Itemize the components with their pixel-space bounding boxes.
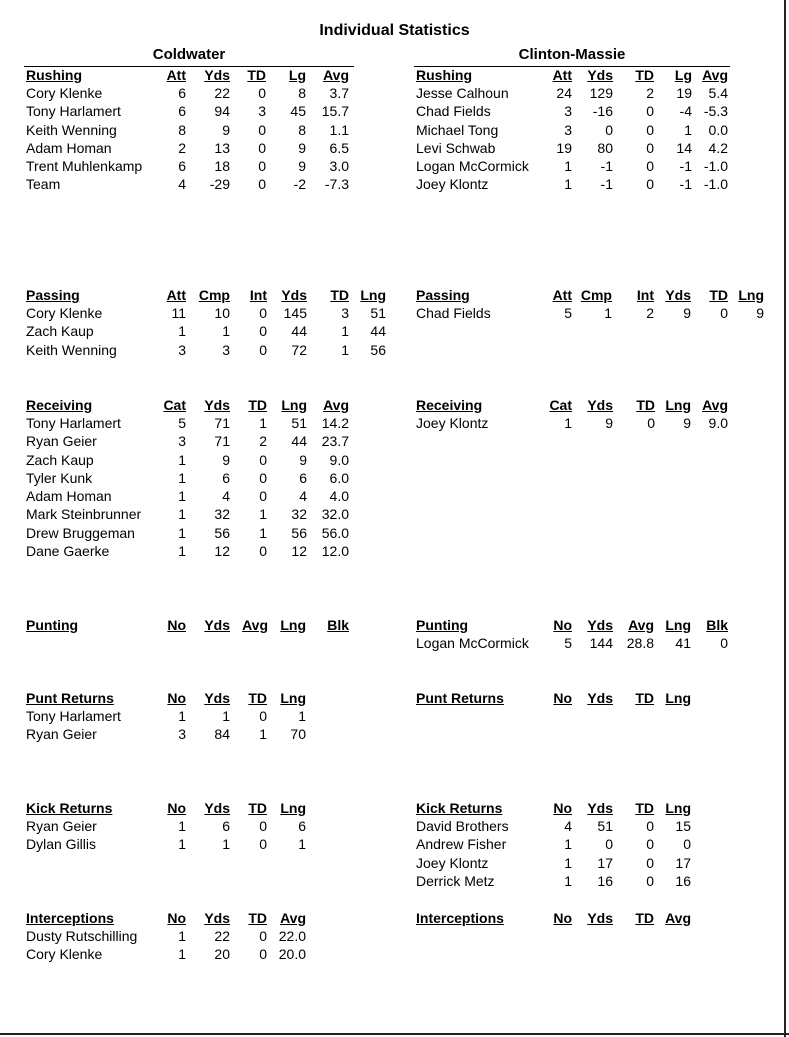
stat-value: 1 (178, 836, 186, 853)
stat-value: 8 (298, 85, 306, 101)
stat-value: 6 (178, 85, 186, 101)
stat-value: 9 (222, 451, 230, 468)
column-header: Yds (204, 800, 230, 816)
stat-value: 19 (556, 139, 572, 156)
column-header: Lng (665, 397, 691, 413)
column-header: Cat (549, 397, 572, 413)
section-title: Punt Returns (26, 690, 114, 706)
player-name: Tyler Kunk (26, 469, 93, 486)
stat-value: 6.0 (329, 469, 349, 486)
stat-value: 17 (597, 854, 613, 871)
stat-value: 1 (178, 488, 186, 505)
column-header: Avg (628, 617, 654, 633)
column-header: Int (249, 287, 267, 303)
stat-value: 3 (222, 341, 230, 358)
team-name-right: Clinton-Massie (518, 46, 626, 63)
player-name: Joey Klontz (416, 176, 489, 193)
section-title: Receiving (26, 397, 93, 413)
column-header: Yds (587, 397, 613, 413)
player-name: Drew Bruggeman (26, 524, 135, 541)
stat-value: 1 (222, 708, 230, 724)
stat-value: 0 (646, 121, 654, 138)
stat-value: 11 (171, 305, 186, 321)
stat-value: 4.2 (708, 139, 728, 156)
stat-value: 23.7 (321, 433, 349, 450)
page-title: Individual Statistics (319, 22, 470, 39)
column-header: TD (248, 690, 267, 706)
stat-value: 0 (259, 543, 267, 560)
stat-value: 9 (222, 121, 230, 138)
player-name: Logan McCormick (416, 158, 529, 175)
stat-value: 1 (341, 341, 349, 358)
stat-value: 0 (259, 818, 267, 834)
stat-value: 3 (178, 341, 186, 358)
stat-value: 0 (259, 836, 267, 853)
stat-value: 9 (298, 158, 306, 175)
column-header: Yds (281, 287, 307, 303)
stat-value: 1 (341, 323, 349, 340)
player-name: Adam Homan (26, 139, 112, 156)
stat-value: 0 (259, 341, 267, 358)
section-title: Kick Returns (26, 800, 113, 816)
stat-value: 0 (646, 854, 654, 871)
stat-value: 13 (214, 139, 230, 156)
stat-value: -1.0 (703, 158, 728, 175)
stat-value: 94 (214, 103, 230, 120)
column-header: No (167, 617, 186, 633)
column-header: Avg (242, 617, 268, 633)
column-header: TD (330, 287, 349, 303)
stat-value: 0.0 (708, 121, 728, 138)
stat-value: 3 (564, 103, 572, 120)
stat-value: 4 (299, 488, 307, 505)
stat-value: 41 (675, 635, 691, 651)
section-title: Rushing (26, 67, 82, 83)
stat-value: 0 (646, 818, 654, 834)
stat-value: 1 (604, 305, 612, 321)
column-header: No (553, 617, 572, 633)
stat-value: 56.0 (321, 524, 349, 541)
column-header: Cmp (580, 287, 612, 303)
column-header: TD (635, 800, 654, 816)
stat-value: 0 (259, 708, 267, 724)
player-name: Michael Tong (416, 121, 499, 138)
stat-value: 3 (178, 726, 186, 743)
stat-value: 51 (597, 818, 613, 834)
player-name: Dane Gaerke (26, 543, 110, 560)
player-name: Tony Harlamert (26, 415, 121, 431)
stat-value: 72 (291, 341, 307, 358)
stat-value: 1 (684, 121, 692, 138)
stat-value: 1 (178, 543, 186, 560)
stat-value: 51 (291, 415, 307, 431)
stat-value: 0 (259, 928, 267, 944)
section-title: Passing (416, 287, 470, 303)
stat-value: 71 (214, 415, 230, 431)
stat-value: -1.0 (703, 176, 728, 193)
stat-value: 6 (178, 158, 186, 175)
stat-value: 0 (720, 635, 728, 651)
stat-value: -1 (600, 176, 613, 193)
stat-value: 44 (291, 323, 307, 340)
player-name: Team (26, 176, 61, 193)
column-header: Lg (674, 67, 692, 83)
stat-value: 1 (564, 158, 572, 175)
player-name: Keith Wenning (26, 121, 117, 138)
stat-value: 9 (299, 451, 307, 468)
stat-value: 0 (259, 488, 267, 505)
stat-value: 19 (676, 85, 692, 101)
stat-value: 1 (222, 323, 230, 340)
column-header: TD (248, 910, 267, 926)
stat-value: 0 (647, 415, 655, 431)
column-header: TD (635, 67, 654, 83)
stat-value: 1 (178, 524, 186, 541)
player-name: Dylan Gillis (26, 836, 97, 853)
column-header: TD (635, 910, 654, 926)
column-header: Att (552, 67, 572, 83)
stat-value: 0 (646, 158, 654, 175)
column-header: No (167, 800, 186, 816)
column-header: Att (166, 67, 186, 83)
stat-value: 0 (258, 158, 266, 175)
stat-value: 9 (683, 415, 691, 431)
stat-value: 0 (259, 323, 267, 340)
stat-value: 1 (298, 708, 306, 724)
stat-value: 84 (214, 726, 230, 743)
stat-value: 20.0 (278, 946, 306, 963)
stat-value: 0 (646, 836, 654, 853)
stat-value: 1 (178, 708, 186, 724)
section-title: Interceptions (26, 910, 114, 926)
column-header: Avg (665, 910, 691, 926)
stat-value: 6 (222, 469, 230, 486)
stat-value: 3.7 (329, 85, 349, 101)
column-header: TD (636, 397, 655, 413)
stat-value: 22 (214, 85, 230, 101)
stat-value: 10 (214, 305, 230, 321)
column-header: Yds (665, 287, 691, 303)
stat-value: 2 (178, 139, 186, 156)
stat-value: 5 (178, 415, 186, 431)
stat-value: 0 (258, 85, 266, 101)
stat-value: 1 (178, 946, 186, 963)
team-name-left: Coldwater (152, 46, 226, 63)
stat-value: 28.8 (626, 635, 654, 651)
column-header: Yds (587, 690, 613, 706)
player-name: Andrew Fisher (416, 836, 507, 853)
player-name: Tony Harlamert (26, 708, 121, 724)
section-title: Interceptions (416, 910, 504, 926)
player-name: Keith Wenning (26, 341, 117, 358)
stat-value: 71 (214, 433, 230, 450)
stat-value: 0 (258, 176, 266, 193)
stat-value: 0 (259, 305, 267, 321)
column-header: TD (248, 800, 267, 816)
section-title: Passing (26, 287, 80, 303)
stat-value: 20 (214, 946, 230, 963)
stat-value: 51 (370, 305, 386, 321)
stat-value: -7.3 (324, 176, 349, 193)
column-header: TD (247, 67, 266, 83)
player-name: Levi Schwab (416, 139, 496, 156)
column-header: Int (636, 287, 654, 303)
stat-value: 1 (178, 928, 186, 944)
column-header: Avg (702, 67, 728, 83)
column-header: Yds (587, 910, 613, 926)
column-header: Lng (360, 287, 386, 303)
stat-value: 15 (675, 818, 691, 834)
stat-value: 129 (589, 85, 613, 101)
stat-value: 3 (178, 433, 186, 450)
player-name: Cory Klenke (26, 305, 103, 321)
player-name: Ryan Geier (26, 433, 97, 450)
column-header: Cmp (198, 287, 230, 303)
column-header: No (553, 910, 572, 926)
column-header: TD (635, 690, 654, 706)
stat-value: 18 (214, 158, 230, 175)
stat-value: 3 (258, 103, 266, 120)
column-header: Lng (665, 617, 691, 633)
column-header: Lng (665, 690, 691, 706)
stat-value: 144 (589, 635, 613, 651)
stat-value: 3 (564, 121, 572, 138)
section-title: Receiving (416, 397, 483, 413)
player-name: Tony Harlamert (26, 103, 121, 120)
column-header: TD (709, 287, 728, 303)
stat-value: 45 (290, 103, 306, 120)
stat-value: 6 (222, 818, 230, 834)
stat-value: 5 (564, 635, 572, 651)
stat-value: 4.0 (329, 488, 349, 505)
column-header: Lng (280, 690, 306, 706)
stat-value: 56 (291, 524, 307, 541)
stat-value: 9 (756, 305, 764, 321)
column-header: Avg (702, 397, 728, 413)
column-header: Avg (280, 910, 306, 926)
column-header: No (553, 800, 572, 816)
stat-value: 3.0 (329, 158, 349, 175)
player-name: Chad Fields (416, 305, 491, 321)
section-title: Punting (26, 617, 79, 633)
stat-value: -1 (679, 158, 692, 175)
player-name: Cory Klenke (26, 946, 103, 963)
column-header: Yds (204, 910, 230, 926)
column-header: Lng (281, 397, 307, 413)
player-name: Dusty Rutschilling (26, 928, 138, 944)
stat-value: 0 (683, 836, 691, 853)
stat-value: 32 (214, 506, 230, 523)
stat-value: 0 (259, 946, 267, 963)
player-name: Mark Steinbrunner (26, 506, 142, 523)
stat-value: 0 (259, 451, 267, 468)
stat-value: 9 (605, 415, 613, 431)
stat-value: 4 (564, 818, 572, 834)
stat-value: 0 (646, 103, 654, 120)
stat-value: 12 (214, 543, 230, 560)
column-header: Blk (706, 617, 728, 633)
stat-value: 1 (564, 836, 572, 853)
column-header: Lng (280, 800, 306, 816)
stat-value: 1 (178, 469, 186, 486)
column-header: No (167, 910, 186, 926)
column-header: No (553, 690, 572, 706)
stat-value: 70 (290, 726, 306, 743)
player-name: David Brothers (416, 818, 509, 834)
stat-value: 6.5 (329, 139, 349, 156)
column-header: Cat (163, 397, 186, 413)
column-header: Att (552, 287, 572, 303)
stat-value: -1 (600, 158, 613, 175)
player-name: Zach Kaup (26, 323, 94, 340)
column-header: Yds (204, 690, 230, 706)
stat-value: -16 (592, 103, 613, 120)
stat-value: 1 (178, 506, 186, 523)
stat-value: 9.0 (329, 451, 349, 468)
stat-value: 44 (370, 323, 386, 340)
player-name: Joey Klontz (416, 415, 489, 431)
section-title: Punt Returns (416, 690, 504, 706)
stat-value: 0 (605, 121, 613, 138)
column-header: TD (248, 397, 267, 413)
stat-value: 4 (178, 176, 186, 193)
stat-value: 4 (222, 488, 230, 505)
stat-value: 6 (298, 818, 306, 834)
player-name: Ryan Geier (26, 726, 97, 743)
stat-value: 1 (222, 836, 230, 853)
stat-value: 0 (605, 836, 613, 853)
stat-value: 80 (597, 139, 613, 156)
column-header: Avg (323, 397, 349, 413)
stat-value: 44 (291, 433, 307, 450)
stat-value: 1 (259, 415, 267, 431)
stat-value: 1 (259, 506, 267, 523)
stat-value: 14.2 (321, 415, 349, 431)
player-name: Adam Homan (26, 488, 112, 505)
stat-value: 56 (214, 524, 230, 541)
stat-value: 1 (259, 726, 267, 743)
stat-value: 1 (298, 836, 306, 853)
stat-value: 6 (299, 469, 307, 486)
player-name: Jesse Calhoun (416, 85, 509, 101)
section-title: Rushing (416, 67, 472, 83)
stat-value: 0 (720, 305, 728, 321)
stat-value: 9 (298, 139, 306, 156)
stat-value: 16 (675, 872, 691, 889)
stat-value: 12.0 (321, 543, 349, 560)
column-header: Yds (204, 67, 230, 83)
stat-value: 8 (178, 121, 186, 138)
column-header: Att (166, 287, 186, 303)
stat-value: -1 (679, 176, 692, 193)
stat-value: -5.3 (703, 103, 728, 120)
stat-value: 1 (564, 854, 572, 871)
stat-value: 16 (597, 872, 613, 889)
column-header: Blk (327, 617, 349, 633)
column-header: Lng (280, 617, 306, 633)
player-name: Zach Kaup (26, 451, 94, 468)
stat-value: 3 (341, 305, 349, 321)
stat-value: 17 (675, 854, 691, 871)
stat-value: 1 (564, 176, 572, 193)
stat-value: 145 (283, 305, 307, 321)
stat-value: 0 (646, 872, 654, 889)
stat-value: 24 (556, 85, 572, 101)
column-header: Yds (587, 617, 613, 633)
stat-value: 8 (298, 121, 306, 138)
stat-value: 2 (646, 305, 654, 321)
stat-value: 2 (646, 85, 654, 101)
column-header: Yds (204, 617, 230, 633)
stat-value: 9 (683, 305, 691, 321)
stat-value: 0 (258, 121, 266, 138)
stat-value: 5.4 (708, 85, 728, 101)
column-header: Avg (323, 67, 349, 83)
stat-value: 0 (259, 469, 267, 486)
stat-value: 1 (259, 524, 267, 541)
stat-value: 1 (178, 451, 186, 468)
section-title: Kick Returns (416, 800, 503, 816)
page-edge-right (784, 0, 786, 1037)
stat-value: 0 (258, 139, 266, 156)
player-name: Logan McCormick (416, 635, 529, 651)
column-header: No (167, 690, 186, 706)
column-header: Lng (665, 800, 691, 816)
stat-value: 32.0 (321, 506, 349, 523)
stat-value: 1 (178, 323, 186, 340)
stat-value: 1 (564, 415, 572, 431)
player-name: Chad Fields (416, 103, 491, 120)
stat-value: 12 (291, 543, 307, 560)
stat-value: 14 (676, 139, 692, 156)
stat-value: 22 (214, 928, 230, 944)
player-name: Cory Klenke (26, 85, 103, 101)
stat-value: 2 (259, 433, 267, 450)
stat-value: 15.7 (321, 103, 349, 120)
column-header: Yds (587, 800, 613, 816)
stat-value: 1 (564, 872, 572, 889)
stat-value: 22.0 (278, 928, 306, 944)
stat-value: 5 (564, 305, 572, 321)
column-header: Lg (288, 67, 306, 83)
column-header: Lng (738, 287, 764, 303)
section-title: Punting (416, 617, 469, 633)
player-name: Ryan Geier (26, 818, 97, 834)
column-header: Yds (587, 67, 613, 83)
stat-value: 6 (178, 103, 186, 120)
stat-value: 1 (178, 818, 186, 834)
stat-value: -2 (293, 176, 306, 193)
stat-value: 0 (646, 139, 654, 156)
column-header: Yds (204, 397, 230, 413)
player-name: Joey Klontz (416, 854, 489, 871)
stat-value: 56 (370, 341, 386, 358)
player-name: Trent Muhlenkamp (26, 158, 143, 175)
stat-value: 32 (291, 506, 307, 523)
stat-value: 9.0 (708, 415, 728, 431)
page-edge-bottom (0, 1033, 789, 1035)
stat-value: -4 (679, 103, 692, 120)
player-name: Derrick Metz (416, 872, 495, 889)
stat-value: 0 (646, 176, 654, 193)
stat-value: -29 (209, 176, 230, 193)
stat-value: 1.1 (329, 121, 349, 138)
